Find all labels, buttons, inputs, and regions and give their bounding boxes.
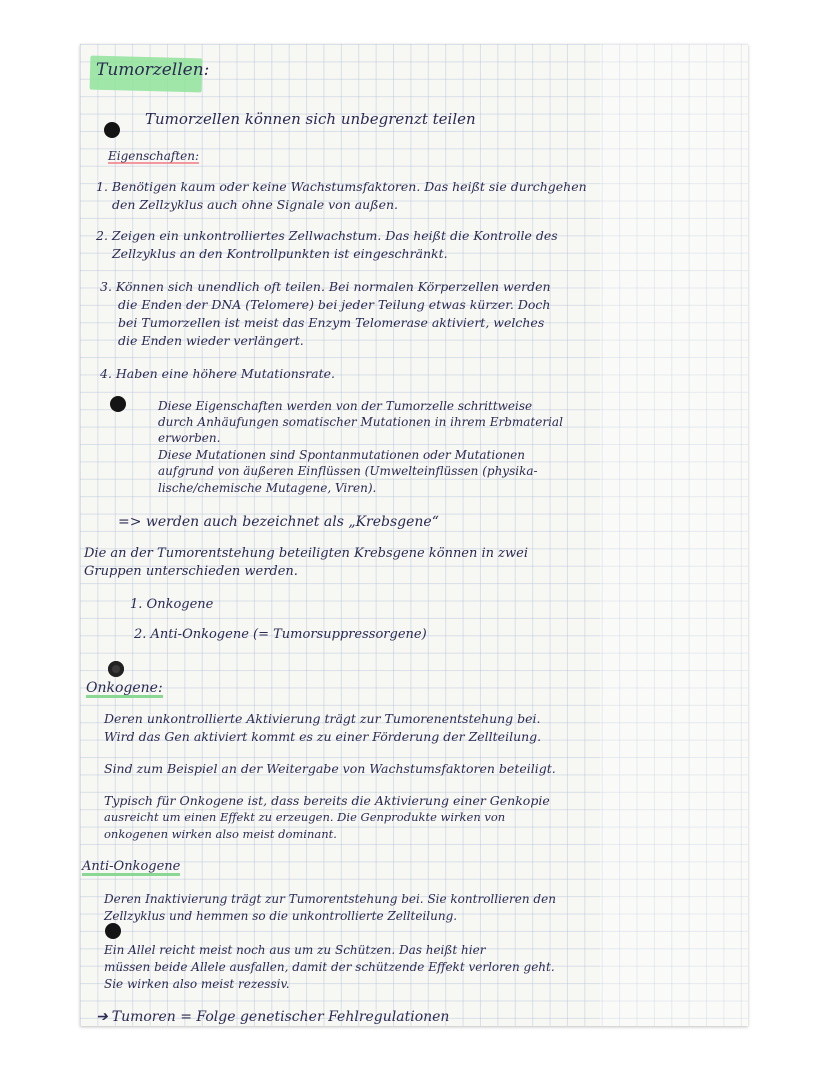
- krebsgene-line: => werden auch bezeichnet als „Krebsgene“: [118, 514, 439, 530]
- group-item-2: 2. Anti-Onkogene (= Tumorsuppressorgene): [134, 627, 427, 642]
- onkogene-p3-line-3: onkogenen wirken also meist dominant.: [104, 827, 337, 841]
- onkogene-p1-line-1: Deren unkontrollierte Aktivierung trägt zur Tumorenentstehung bei.: [104, 711, 541, 726]
- mutation-line-6: lische/chemische Mutagene, Viren).: [158, 481, 377, 495]
- groups-line-2: Gruppen unterschieden werden.: [84, 564, 298, 579]
- anti-onkogene-p2-line-1: Ein Allel reicht meist noch aus um zu Schützen. Das heißt hier: [104, 943, 486, 957]
- onkogene-p3-line-2: ausreicht um einen Effekt zu erzeugen. Die Genprodukte wirken von: [104, 810, 506, 824]
- onkogene-p2-line-1: Sind zum Beispiel an der Weitergabe von Wachstumsfaktoren beteiligt.: [104, 761, 556, 776]
- mutation-line-4: Diese Mutationen sind Spontanmutationen oder Mutationen: [158, 448, 526, 462]
- property-3-line-3: bei Tumorzellen ist meist das Enzym Telomerase aktiviert, welches: [118, 315, 545, 330]
- bullet-dot-icon: [104, 122, 120, 138]
- property-1-line-1: 1. Benötigen kaum oder keine Wachstumsfaktoren. Das heißt sie durchgehen: [96, 179, 587, 194]
- onkogene-p3-line-1: Typisch für Onkogene ist, dass bereits die Aktivierung einer Genkopie: [104, 793, 550, 808]
- property-3-line-2: die Enden der DNA (Telomere) bei jeder Teilung etwas kürzer. Doch: [118, 297, 551, 312]
- group-item-1: 1. Onkogene: [130, 597, 214, 612]
- onkogene-heading: Onkogene:: [86, 680, 163, 696]
- conclusion-line: [96, 1010, 449, 1024]
- property-3-line-1: 3. Können sich unendlich oft teilen. Bei normalen Körperzellen werden: [100, 279, 551, 294]
- anti-onkogene-p2-line-2: müssen beide Allele ausfallen, damit der schützende Effekt verloren geht.: [104, 960, 555, 974]
- anti-onkogene-heading: Anti-Onkogene: [82, 859, 181, 874]
- anti-onkogene-p1-line-2: Zellzyklus und hemmen so die unkontrollierte Zellteilung.: [104, 909, 458, 923]
- mutation-line-3: erworben.: [158, 431, 221, 445]
- page-right-edge: [600, 44, 748, 1026]
- conclusion-text: Tumoren = Folge genetischer Fehlregulationen: [111, 1009, 450, 1025]
- bullet-dot-icon: [105, 923, 121, 939]
- groups-line-1: Die an der Tumorentstehung beteiligten Krebsgene können in zwei: [84, 546, 528, 561]
- properties-heading: Eigenschaften:: [108, 149, 200, 163]
- property-4-line-1: 4. Haben eine höhere Mutationsrate.: [100, 366, 336, 381]
- property-2-line-2: Zellzyklus an den Kontrollpunkten ist eingeschränkt.: [112, 246, 448, 261]
- intro-text: Tumorzellen können sich unbegrenzt teilen: [145, 110, 476, 128]
- arrow-right-icon: ➔: [96, 1009, 108, 1025]
- property-2-line-1: 2. Zeigen ein unkontrolliertes Zellwachstum. Das heißt die Kontrolle des: [96, 228, 558, 243]
- anti-onkogene-p1-line-1: Deren Inaktivierung trägt zur Tumorentstehung bei. Sie kontrollieren den: [104, 892, 556, 906]
- page-title: Tumorzellen:: [96, 60, 210, 80]
- bullet-dot-icon: [110, 396, 126, 412]
- mutation-line-2: durch Anhäufungen somatischer Mutationen in ihrem Erbmaterial: [158, 415, 563, 429]
- property-1-line-2: den Zellzyklus auch ohne Signale von außen.: [112, 197, 399, 212]
- property-3-line-4: die Enden wieder verlängert.: [118, 333, 304, 348]
- anti-onkogene-p2-line-3: Sie wirken also meist rezessiv.: [104, 977, 290, 991]
- mutation-line-1: Diese Eigenschaften werden von der Tumorzelle schrittweise: [158, 399, 533, 413]
- bullet-dot-icon: [108, 661, 124, 677]
- onkogene-p1-line-2: Wird das Gen aktiviert kommt es zu einer Förderung der Zellteilung.: [104, 729, 542, 744]
- mutation-line-5: aufgrund von äußeren Einflüssen (Umwelteinflüssen (physika-: [158, 464, 538, 478]
